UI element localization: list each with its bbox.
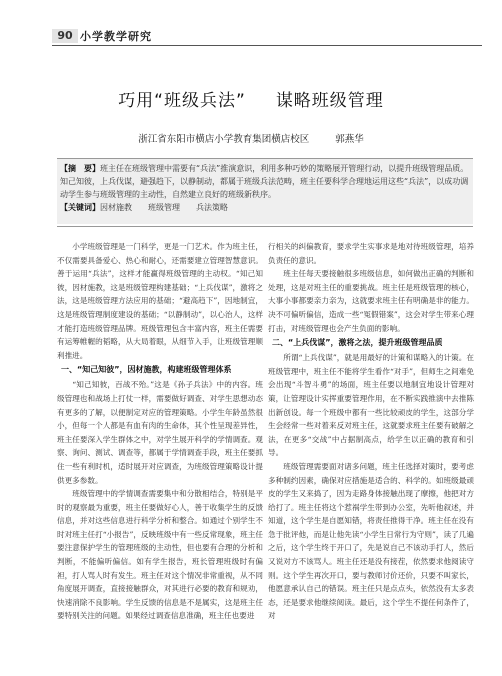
body-column-right	[268, 240, 474, 670]
body-paragraph: “知己知彼，百战不殆。”这是《孙子兵法》中的内容。班级管理也和战场上打仗一样，需要做好调查、对学生思想动态有更多的了解，以便制定对应的管理策略。小学生年龄虽然很小，但每一个人都是有血有肉的生命体，其个性呈现差异性，班主任要深入学生群体之中，对学生展开科学的学情调查。观察、询问、测试、调查等，都属于学情调查手段，班主任要抓住一些有利时机，适时展开对应调查，为班级管理策略设计提供更多参数。	[57, 380, 263, 485]
body-paragraph: 班主任每天要接触很多班级信息，如何做出正确的判断和处理，这是对班主任的重要挑战。班主任是班级管理的核心，大事小事都要亲力亲为，这就要求班主任有明确是非的能力。决不可偏听偏信，造成一些“冤假错案”，这会对学生带来心理打击，对班级管理也会产生负面的影响。	[268, 269, 474, 333]
body-paragraph: 所谓“上兵伐谋”，就是用最好的计策和谋略入的计策。在班级管理中，班主任不能将学生看作“对手”，但师生之间难免会出现“斗智斗勇”的场面，班主任要以地制宜地设计管理对策，让管理设计实挥重要管理作用，在不断实践推演中去推陈出新创设。每一个班级中都有一些比较顽皮的学生，这部分学生会经常一些对着来反对班主任，这就要求班主任要有破解之法，在更多“交战”中占据制高点，给学生以正确的教育和引导。	[268, 353, 474, 458]
author-affiliation: 浙江省东阳市横店小学教育集团横店校区	[138, 134, 310, 145]
header-rule	[52, 45, 482, 46]
keywords-label: 【关键词】	[60, 203, 100, 212]
page-number: 90	[52, 29, 78, 43]
body-paragraph: 班级管理需要面对诸多问题，班主任选择对策时，要考虑多种制约因素，确保对应措施是适合的、科学的。如班级最顽皮的学生又来捣了，因为走路身体接触出现了摩擦，他把对方给打了。班主任将这个惹祸学生带到办公室，先听他叙述，并知道，这个学生是自愿知错，将责任推得干净。班主任在没有急于批评他，而是让他先读“小学生日常行为守则”，读了几遍之后，这个学生终于开口了，先是说自己不该动手打人，然后又说对方不该骂人。班主任还是没有接茬，依然要求他阅读守则。这个学生再次开口，要与教师讨价还价，只要不叫家长，他愿意承认自己的错误。班主任只是点点头，依然没有太多表态，还是要求他继续阅读。最后，这个学生不提任何条件了，对	[268, 461, 474, 621]
keywords	[60, 201, 470, 214]
abstract-text: 班主任在班级管理中需要有“兵法”推演意识，利用多种巧妙的策略展开管理行动，以提升班级管理品质。知己知彼，上兵伐谋，避强趋下，以静制动，都属于班级兵法范畴，班主任要科学合理地运用这些“兵法”，以成功调动学生参与班级管理的主动性，自然建立良好的班级新秩序。	[60, 164, 469, 199]
keywords-text: 因材施教 班级管理 兵法策略	[100, 203, 228, 212]
journal-name: 小学教学研究	[80, 30, 152, 43]
abstract	[60, 162, 470, 214]
abstract-text-block	[60, 162, 470, 201]
author-line	[0, 131, 502, 145]
section-heading: 二、“上兵伐谋”，激将之法，提升班级管理品质	[272, 338, 443, 348]
author-name: 郭燕华	[335, 134, 364, 145]
body-paragraph: 班级管理中的学情调查需要集中和分散相结合，特别是平时的观察最为重要，班主任要做好心人，善于收集学生的反馈信息，并对这些信息进行科学分析和整合。如通过个别学生不时对班主任打“小报告”，反映班级中有一些反常现象，班主任要注意保护学生的管理班级的主动性，但也要有合理的分析和判断，不能偏听偏信。如有学生报告，班长管理班级时有偏袒，打人骂人时有发生。班主任对这个情况非常重视，从不同角度展开调查，直接接触群众，对其进行必要的教育和规劝，快速消除不良影响。学生反馈的信息是不是属实，这是班主任要特别关注的问题。如果经过调查信息准确，班主任也要进	[57, 489, 263, 621]
running-header	[10, 26, 492, 48]
body-paragraph: 小学班级管理是一门科学，更是一门艺术。作为班主任，不仅需要具备爱心、热心和耐心，还需要建立管理智慧意识。善于运用“兵法”，这样才能赢得班级管理的主动权。“知己知彼，因材施教，这是班级管理构建基础；“上兵伐谋”，激将之法，这是班级管理方法应用的基础；“避高趋下”，因地制宜，这是班级管理制度建设的基础；“以静制动”，以心治人，这样才能打造班级管理品牌。班级管理包含丰富内容，班主任需要有运筹帷幄的韬略，从大局着眼，从细节入手，让班级管理顺利推进。	[57, 242, 263, 360]
body-paragraph: 行相关的纠偏教育，要求学生实事求是地对待班级管理，培养负责任的意识。	[268, 242, 474, 265]
article-title-part2: 谋略班级管理	[275, 91, 384, 111]
body-column-left	[57, 240, 263, 670]
article-title	[0, 86, 502, 111]
section-heading: 一、“知己知彼”，因材施教，构建班级管理体系	[61, 365, 232, 375]
abstract-label: 【摘 要】	[60, 164, 100, 173]
article-title-part1: 巧用“班级兵法”	[118, 91, 246, 111]
abstract-rule-top	[57, 158, 473, 159]
abstract-rule-bottom	[57, 226, 473, 227]
